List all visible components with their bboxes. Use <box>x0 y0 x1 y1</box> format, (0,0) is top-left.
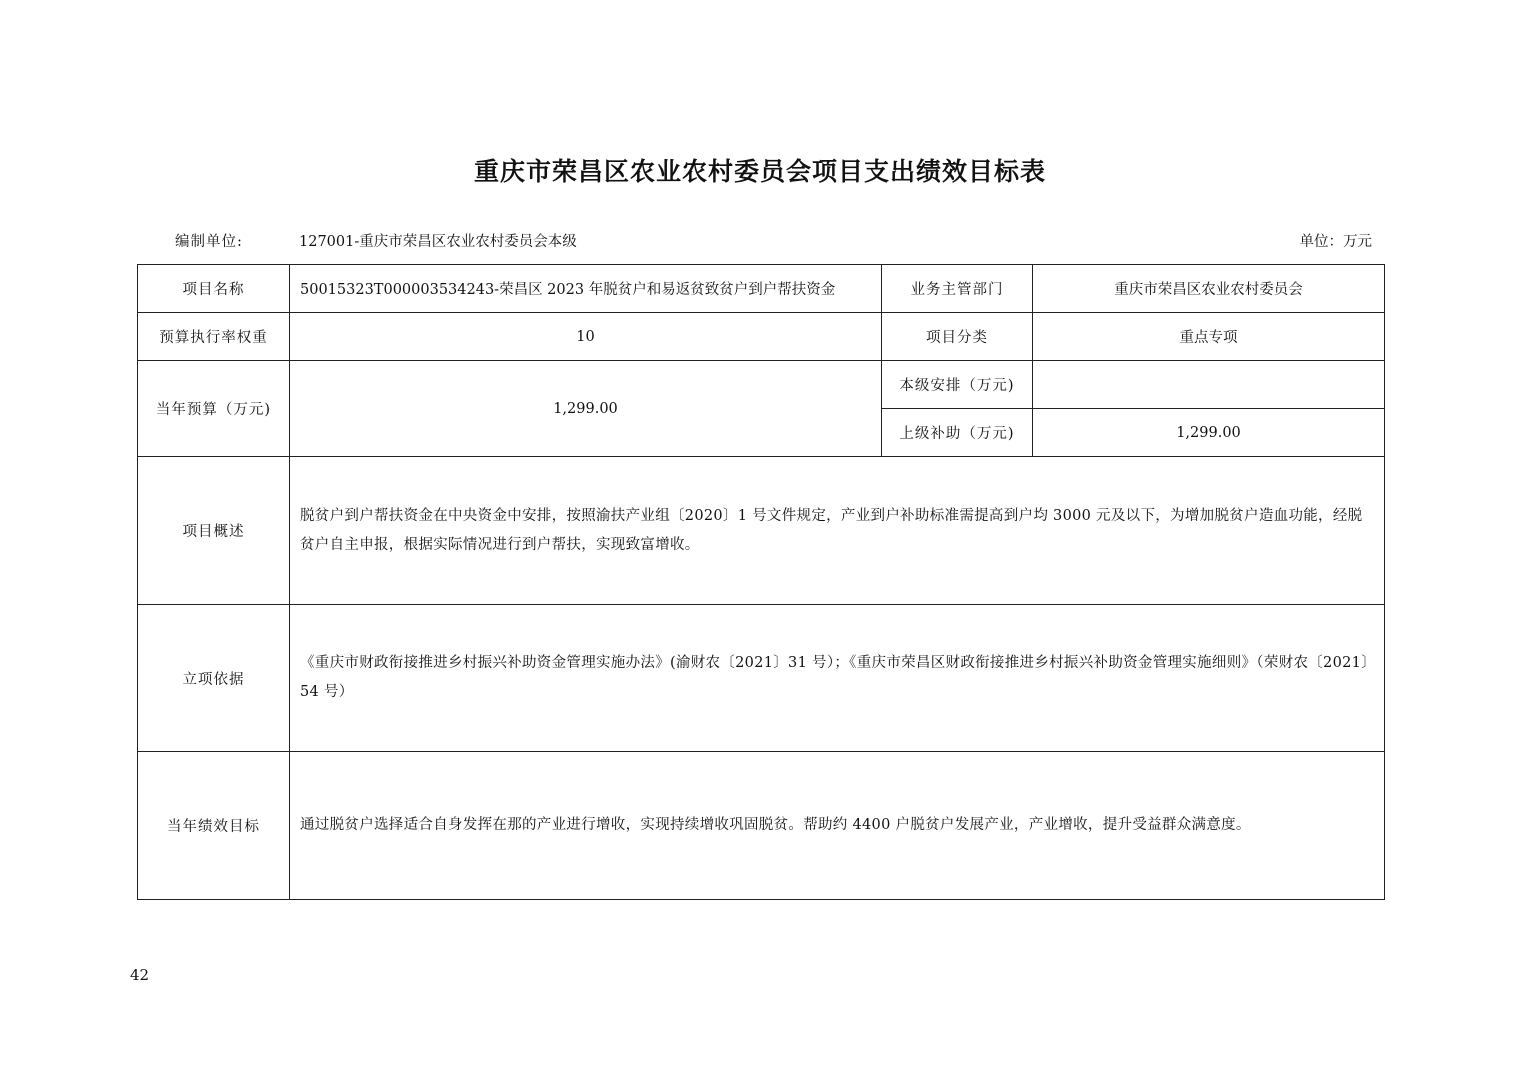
budget-label: 当年预算（万元) <box>138 361 290 457</box>
upper-subsidy-label: 上级补助（万元) <box>882 409 1033 457</box>
project-name-label: 项目名称 <box>138 265 290 313</box>
dept-label: 业务主管部门 <box>882 265 1033 313</box>
goal-text: 通过脱贫户选择适合自身发挥在那的产业进行增收，实现持续增收巩固脱贫。帮助约 4400 户脱贫户发展产业，产业增收，提升受益群众满意度。 <box>290 752 1385 900</box>
local-budget-label: 本级安排（万元) <box>882 361 1033 409</box>
category-value: 重点专项 <box>1033 313 1385 361</box>
basis-text: 《重庆市财政衔接推进乡村振兴补助资金管理实施办法》(渝财农〔2021〕31 号）；《重庆市荣昌区财政衔接推进乡村振兴补助资金管理实施细则》（荣财农〔2021〕54 号） <box>290 605 1385 752</box>
overview-label: 项目概述 <box>138 457 290 605</box>
upper-subsidy-value: 1,299.00 <box>1033 409 1385 457</box>
table-row <box>138 361 1385 409</box>
dept-value: 重庆市荣昌区农业农村委员会 <box>1033 265 1385 313</box>
prep-unit-label: 编制单位: <box>175 234 243 250</box>
page-number: 42 <box>130 966 150 984</box>
table-row <box>138 265 1385 313</box>
table-row <box>138 457 1385 605</box>
local-budget-value <box>1033 361 1385 409</box>
goal-label: 当年绩效目标 <box>138 752 290 900</box>
page-title: 重庆市荣昌区农业农村委员会项目支出绩效目标表 <box>473 157 1046 186</box>
table-row <box>138 605 1385 752</box>
weight-label: 预算执行率权重 <box>138 313 290 361</box>
table-row <box>138 752 1385 900</box>
project-name-value: 50015323T000003534243-荣昌区 2023 年脱贫户和易返贫致贫户到户帮扶资金 <box>290 265 882 313</box>
basis-label: 立项依据 <box>138 605 290 752</box>
overview-text: 脱贫户到户帮扶资金在中央资金中安排，按照渝扶产业组〔2020〕1 号文件规定，产业到户补助标准需提高到户均 3000 元及以下，为增加脱贫户造血功能，经脱贫户自主申报，根据实际情况进行到户帮扶，实现致富增收。 <box>290 457 1385 605</box>
category-label: 项目分类 <box>882 313 1033 361</box>
performance-target-table <box>137 264 1385 900</box>
currency-unit: 单位：万元 <box>1299 234 1372 250</box>
weight-value: 10 <box>290 313 882 361</box>
budget-value: 1,299.00 <box>290 361 882 457</box>
table-row <box>138 313 1385 361</box>
prep-unit-value: 127001-重庆市荣昌区农业农村委员会本级 <box>299 234 577 250</box>
